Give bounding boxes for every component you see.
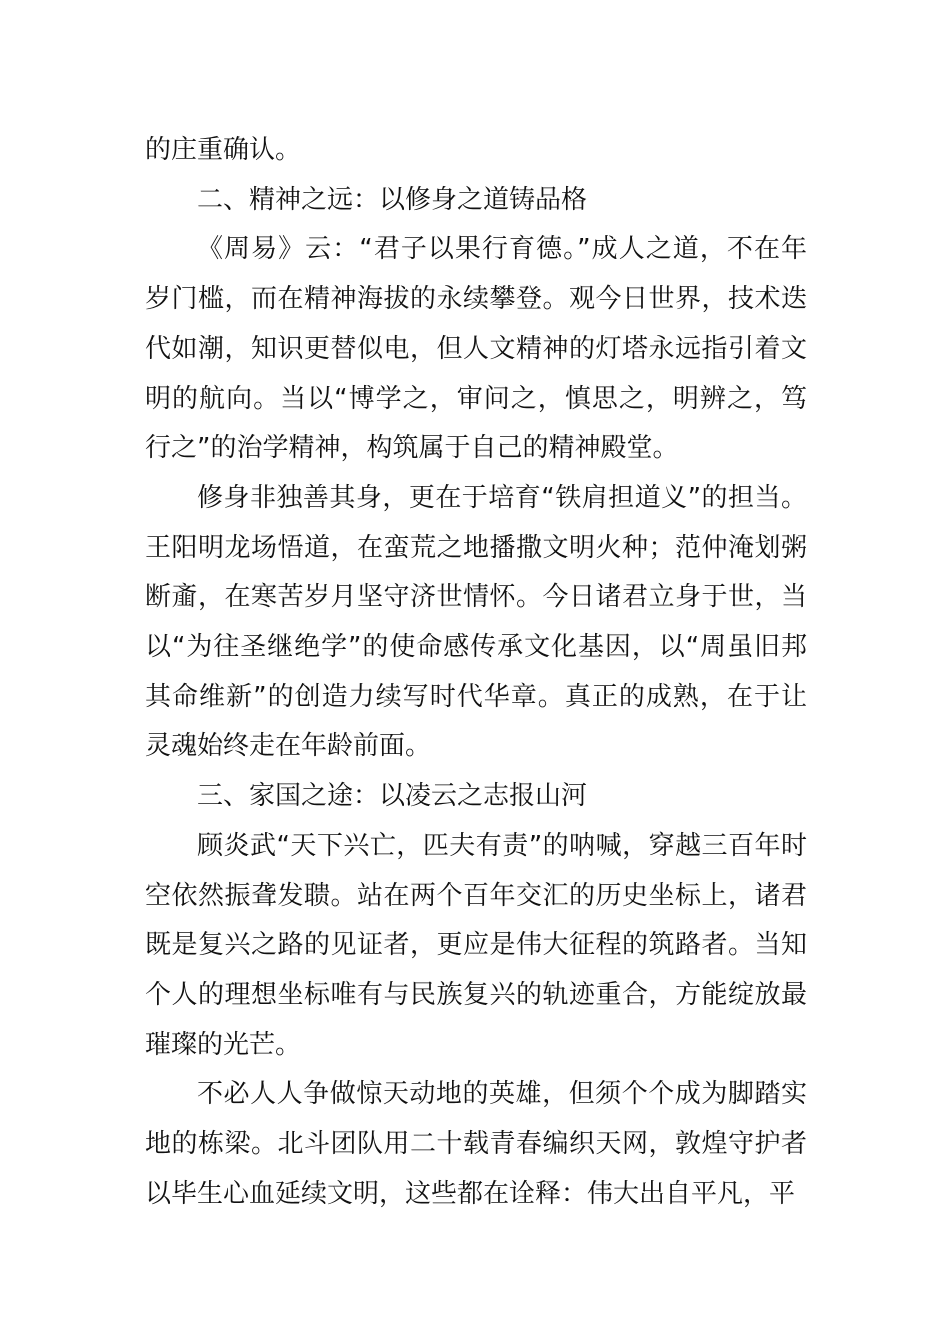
paragraph: 顾炎武“天下兴亡，匹夫有责”的呐喊，穿越三百年时空依然振聋发聩。站在两个百年交汇的历史坐标上，诸君既是复兴之路的见证者，更应是伟大征程的筑路者。当知个人的理想坐标唯有与民族复兴的轨迹重合，方能绽放最璀璨的光芒。 (145, 830, 807, 1060)
document-body (145, 126, 807, 1219)
section-heading-2: 二、精神之远：以修身之道铸品格 (197, 184, 588, 215)
paragraph: 《周易》云：“君子以果行育德。”成人之道，不在年岁门槛，而在精神海拔的永续攀登。观今日世界，技术迭代如潮，知识更替似电，但人文精神的灯塔永远指引着文明的航向。当以“博学之，审问之，慎思之，明辨之，笃行之”的治学精神，构筑属于自己的精神殿堂。 (145, 234, 807, 464)
paragraph: 不必人人争做惊天动地的英雄，但须个个成为脚踏实地的栋梁。北斗团队用二十载青春编织天网，敦煌守护者以毕生心血延续文明，这些都在诠释：伟大出自平凡，平 (145, 1079, 807, 1209)
section-heading-3: 三、家国之途：以凌云之志报山河 (197, 781, 588, 812)
paragraph: 修身非独善其身，更在于培育“铁肩担道义”的担当。王阳明龙场悟道，在蛮荒之地播撒文明火种；范仲淹划粥断齑，在寒苦岁月坚守济世情怀。今日诸君立身于世，当以“为往圣继绝学”的使命感传承文化基因，以“周虽旧邦其命维新”的创造力续写时代华章。真正的成熟，在于让灵魂始终走在年龄前面。 (145, 482, 807, 762)
paragraph-continuation: 的庄重确认。 (145, 135, 302, 165)
